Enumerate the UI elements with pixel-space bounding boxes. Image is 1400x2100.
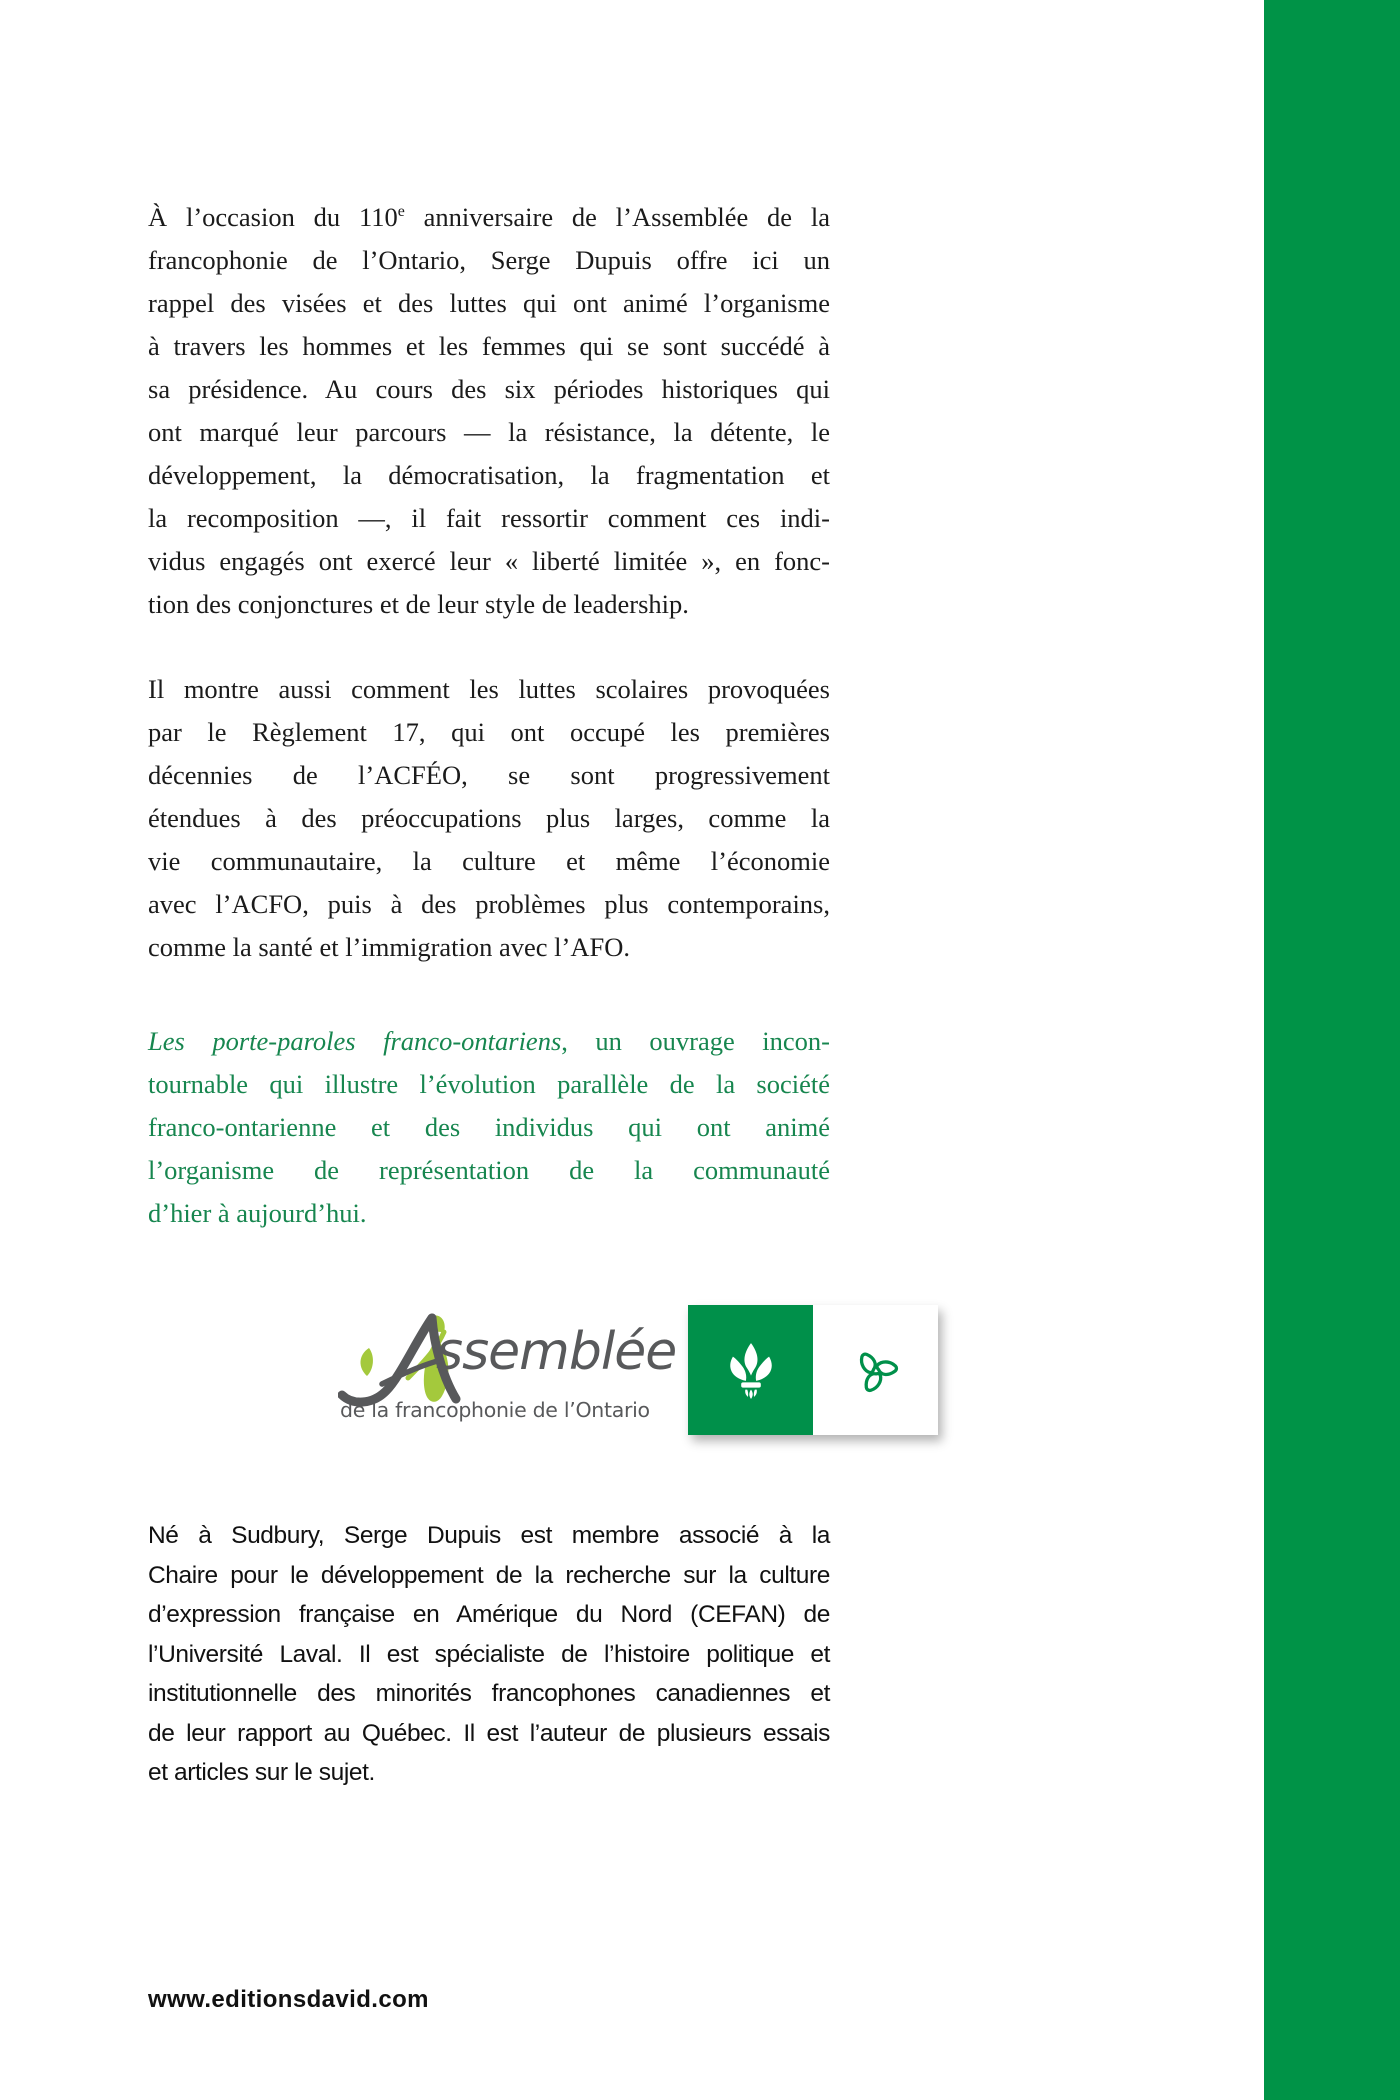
author-bio-lines: [148, 1516, 830, 1753]
franco-ontarian-flag: [688, 1305, 938, 1435]
text-line: comme la santé et l’immigration avec l’AFO.: [148, 932, 631, 962]
logo-wordmark: ssemblée: [436, 1322, 677, 1382]
text-line: avec l’ACFO, puis à des problèmes plus contemporains,: [148, 889, 830, 919]
intro-paragraph-lines: [148, 239, 830, 583]
text-line: de leur rapport au Québec. Il est l’auteur de plusieurs essais: [148, 1719, 830, 1747]
text-line: d’expression française en Amérique du Nord (CEFAN) de: [148, 1601, 830, 1628]
text-line: rappel des visées et des luttes qui ont animé l’organisme: [148, 288, 830, 318]
text-line: ont marqué leur parcours — la résistance, la détente, le: [148, 417, 830, 447]
text-line: vidus engagés ont exercé leur « liberté limitée », en fonc-: [148, 546, 830, 576]
text-line: institutionnelle des minorités francophones canadiennes et: [148, 1680, 830, 1707]
text-line: l’organisme de représentation de la communauté: [148, 1155, 830, 1185]
text-line: développement, la démocratisation, la fragmentation et: [148, 460, 830, 490]
fleur-de-lis-icon: [720, 1338, 782, 1402]
text-line: tournable qui illustre l’évolution parallèle de la société: [148, 1069, 830, 1099]
text-line: franco-ontarienne et des individus qui ont animé: [148, 1112, 830, 1142]
text-line: À l’occasion du 110e anniversaire de l’Assemblée de la: [148, 202, 830, 232]
text-line: Il montre aussi comment les luttes scolaires provoquées: [148, 674, 830, 704]
text-line: francophonie de l’Ontario, Serge Dupuis offre ici un: [148, 245, 830, 275]
logo-subtitle: de la francophonie de l’Ontario: [340, 1398, 650, 1422]
text-line: la recomposition —, il fait ressortir comment ces indi-: [148, 503, 830, 533]
flag-green-half: [688, 1305, 813, 1435]
text-line: sa présidence. Au cours des six périodes historiques qui: [148, 374, 830, 404]
trillium-icon: [847, 1341, 905, 1399]
highlight-paragraph: [148, 1020, 830, 1235]
intro-paragraph: [148, 196, 830, 626]
text-line: à travers les hommes et les femmes qui se sont succédé à: [148, 331, 830, 361]
author-bio: [148, 1516, 830, 1793]
text-line: Né à Sudbury, Serge Dupuis est membre associé à la: [148, 1522, 830, 1549]
text-line: décennies de l’ACFÉO, se sont progressivement: [148, 760, 830, 790]
text-line: Chaire pour le développement de la recherche sur la culture: [148, 1561, 830, 1589]
publisher-url: www.editionsdavid.com: [148, 1986, 429, 2013]
text-line: Les porte-paroles franco-ontariens, un ouvrage incon-: [148, 1026, 830, 1056]
text-line: tion des conjonctures et de leur style de leadership.: [148, 589, 689, 619]
second-paragraph: [148, 668, 830, 969]
text-line: vie communautaire, la culture et même l’économie: [148, 846, 830, 876]
afo-logo: [338, 1298, 677, 1438]
text-line: étendues à des préoccupations plus larges, comme la: [148, 803, 830, 833]
text-line: par le Règlement 17, qui ont occupé les premières: [148, 717, 830, 747]
superscript-e: e: [397, 203, 405, 221]
text-line: d’hier à aujourd’hui.: [148, 1198, 367, 1228]
text-line: et articles sur le sujet.: [148, 1759, 375, 1786]
text-line: l’Université Laval. Il est spécialiste de l’histoire politique et: [148, 1640, 830, 1668]
flag-white-half: [813, 1305, 938, 1435]
second-paragraph-lines: [148, 668, 830, 926]
highlight-paragraph-lines: [148, 1063, 830, 1192]
right-green-stripe: [1264, 0, 1400, 2100]
book-title: Les porte-paroles franco-ontariens: [148, 1026, 562, 1056]
